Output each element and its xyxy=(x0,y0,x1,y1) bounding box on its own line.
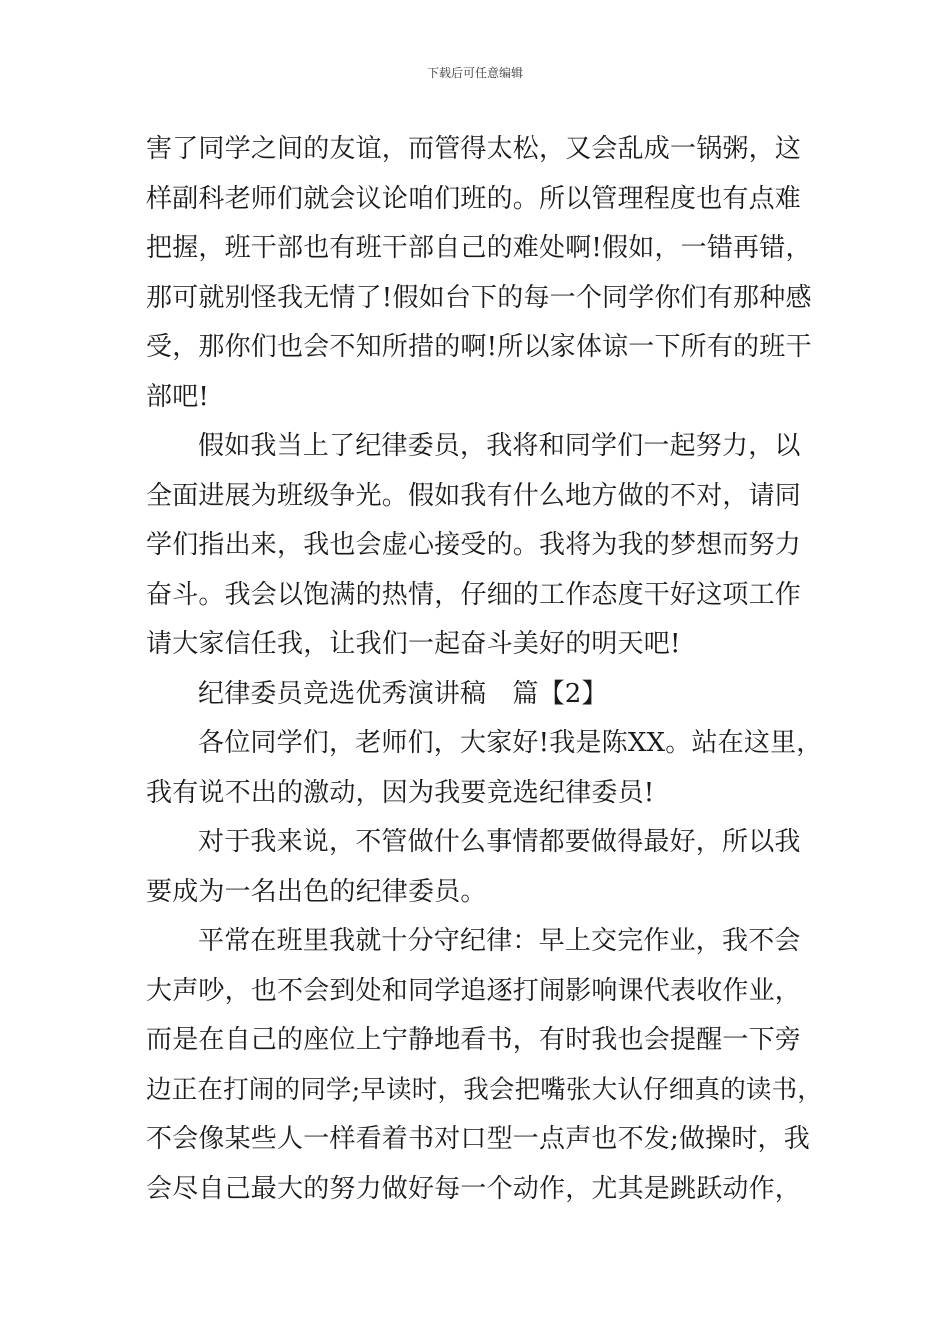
text-line: 部吧! xyxy=(146,381,210,412)
text-line: 我有说不出的激动，因为我要竞选纪律委员! xyxy=(146,777,655,808)
text-line: 受，那你们也会不知所措的啊!所以家体谅一下所有的班干 xyxy=(146,332,812,362)
paragraph-start-line: 各位同学们，老师们，大家好!我是陈XX。站在这里， xyxy=(198,728,823,758)
text-line: 而是在自己的座位上宁静地看书，有时我也会提醒一下旁 xyxy=(146,1025,802,1055)
page-header: 下载后可任意编辑 xyxy=(426,66,523,80)
text-line: 害了同学之间的友谊，而管得太松，又会乱成一锅粥，这 xyxy=(146,134,802,164)
text-line: 不会像某些人一样看着书对口型一点声也不发;做操时，我 xyxy=(146,1124,810,1154)
text-line: 全面进展为班级争光。假如我有什么地方做的不对，请同 xyxy=(146,480,802,511)
paragraph-start-line: 假如我当上了纪律委员，我将和同学们一起努力，以 xyxy=(198,431,801,461)
text-line: 请大家信任我，让我们一起奋斗美好的明天吧! xyxy=(146,629,681,659)
text-line: 要成为一名出色的纪律委员。 xyxy=(146,876,487,907)
text-line: 会尽自己最大的努力做好每一个动作，尤其是跳跃动作， xyxy=(146,1173,802,1204)
text-line: 大声吵，也不会到处和同学追逐打闹影响课代表收作业， xyxy=(146,975,802,1006)
section-heading: 纪律委员竞选优秀演讲稿 篇【2】 xyxy=(198,678,608,709)
text-line: 样副科老师们就会议论咱们班的。所以管理程度也有点难 xyxy=(146,183,802,214)
text-line: 学们指出来，我也会虚心接受的。我将为我的梦想而努力 xyxy=(146,530,802,560)
text-line: 奋斗。我会以饱满的热情，仔细的工作态度干好这项工作 xyxy=(146,579,802,610)
text-line: 那可就别怪我无情了!假如台下的每一个同学你们有那种感 xyxy=(146,282,812,313)
document-body xyxy=(146,125,826,1214)
paragraph-start-line: 平常在班里我就十分守纪律：早上交完作业，我不会 xyxy=(198,926,801,956)
text-line: 把握，班干部也有班干部自己的难处啊!假如，一错再错， xyxy=(146,233,812,263)
text-line: 边正在打闹的同学;早读时，我会把嘴张大认仔细真的读书， xyxy=(146,1074,823,1105)
paragraph-start-line: 对于我来说，不管做什么事情都要做得最好，所以我 xyxy=(198,827,801,857)
